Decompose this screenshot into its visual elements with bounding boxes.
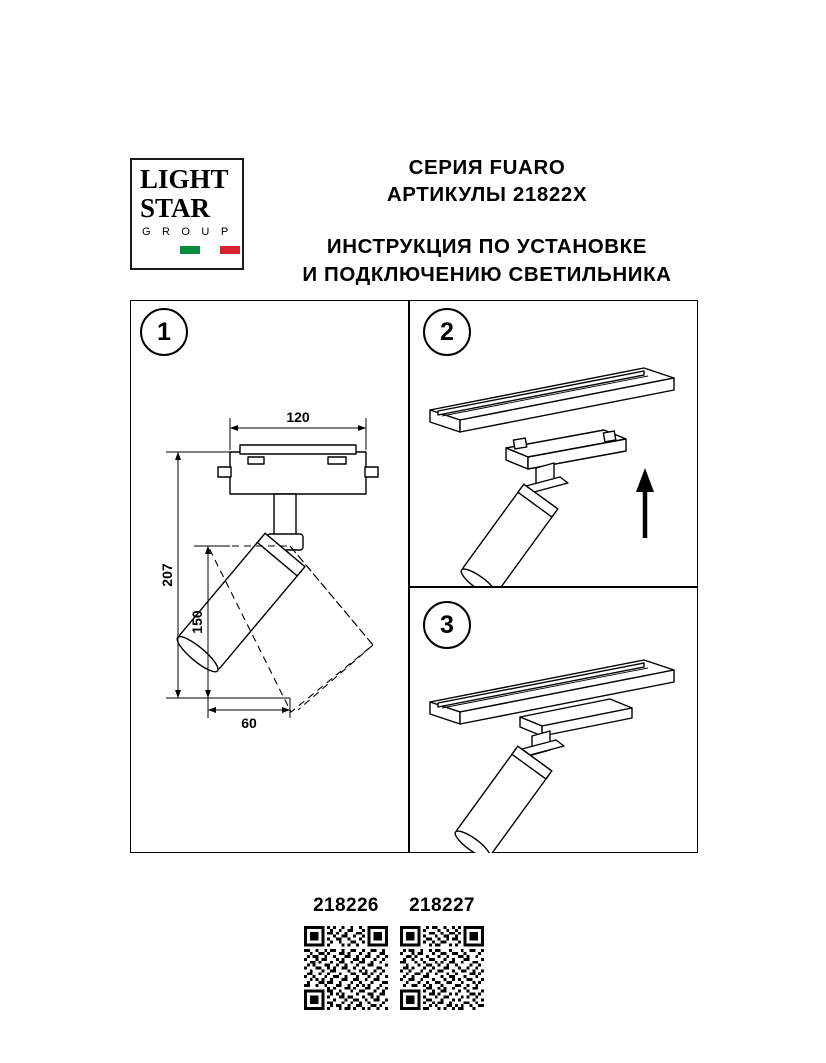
logo-line-1: LIGHT [140,164,229,194]
dimension-label-207: 207 [159,563,175,587]
product-code-label-1: 218226 [313,895,379,916]
dimension-label-150: 150 [189,610,205,634]
qr-code-2 [400,926,484,1010]
step-number-3-label: 3 [440,610,454,639]
product-code-label-2: 218227 [409,895,475,916]
header [0,74,826,286]
up-arrow-icon [636,468,654,538]
step-number-1-label: 1 [157,317,171,346]
step-number-2-label: 2 [440,317,454,346]
logo-line-2: STAR [140,193,211,223]
dimension-label-60: 60 [241,715,257,731]
instruction-line-2: И ПОДКЛЮЧЕНИЮ СВЕТИЛЬНИКА [302,263,672,286]
panel-3-drawing [408,586,698,853]
flag-stripe-red [220,246,240,254]
instruction-line-1: ИНСТРУКЦИЯ ПО УСТАНОВКЕ [326,235,648,258]
brand-logo [130,158,244,270]
series-title: СЕРИЯ FUARO [408,156,566,179]
panel-2-drawing [408,300,698,586]
title-block [268,154,706,288]
logo-wordmark [140,166,229,222]
flag-stripe-green [180,246,200,254]
flag-stripe-white [200,246,220,254]
italian-flag-icon [180,246,240,254]
logo-group-text: G R O U P [142,226,233,238]
product-code-block-2 [372,895,512,1010]
dimension-label-120: 120 [286,409,310,425]
panel-1-drawing [130,300,408,853]
article-title: АРТИКУЛЫ 21822X [386,183,588,206]
